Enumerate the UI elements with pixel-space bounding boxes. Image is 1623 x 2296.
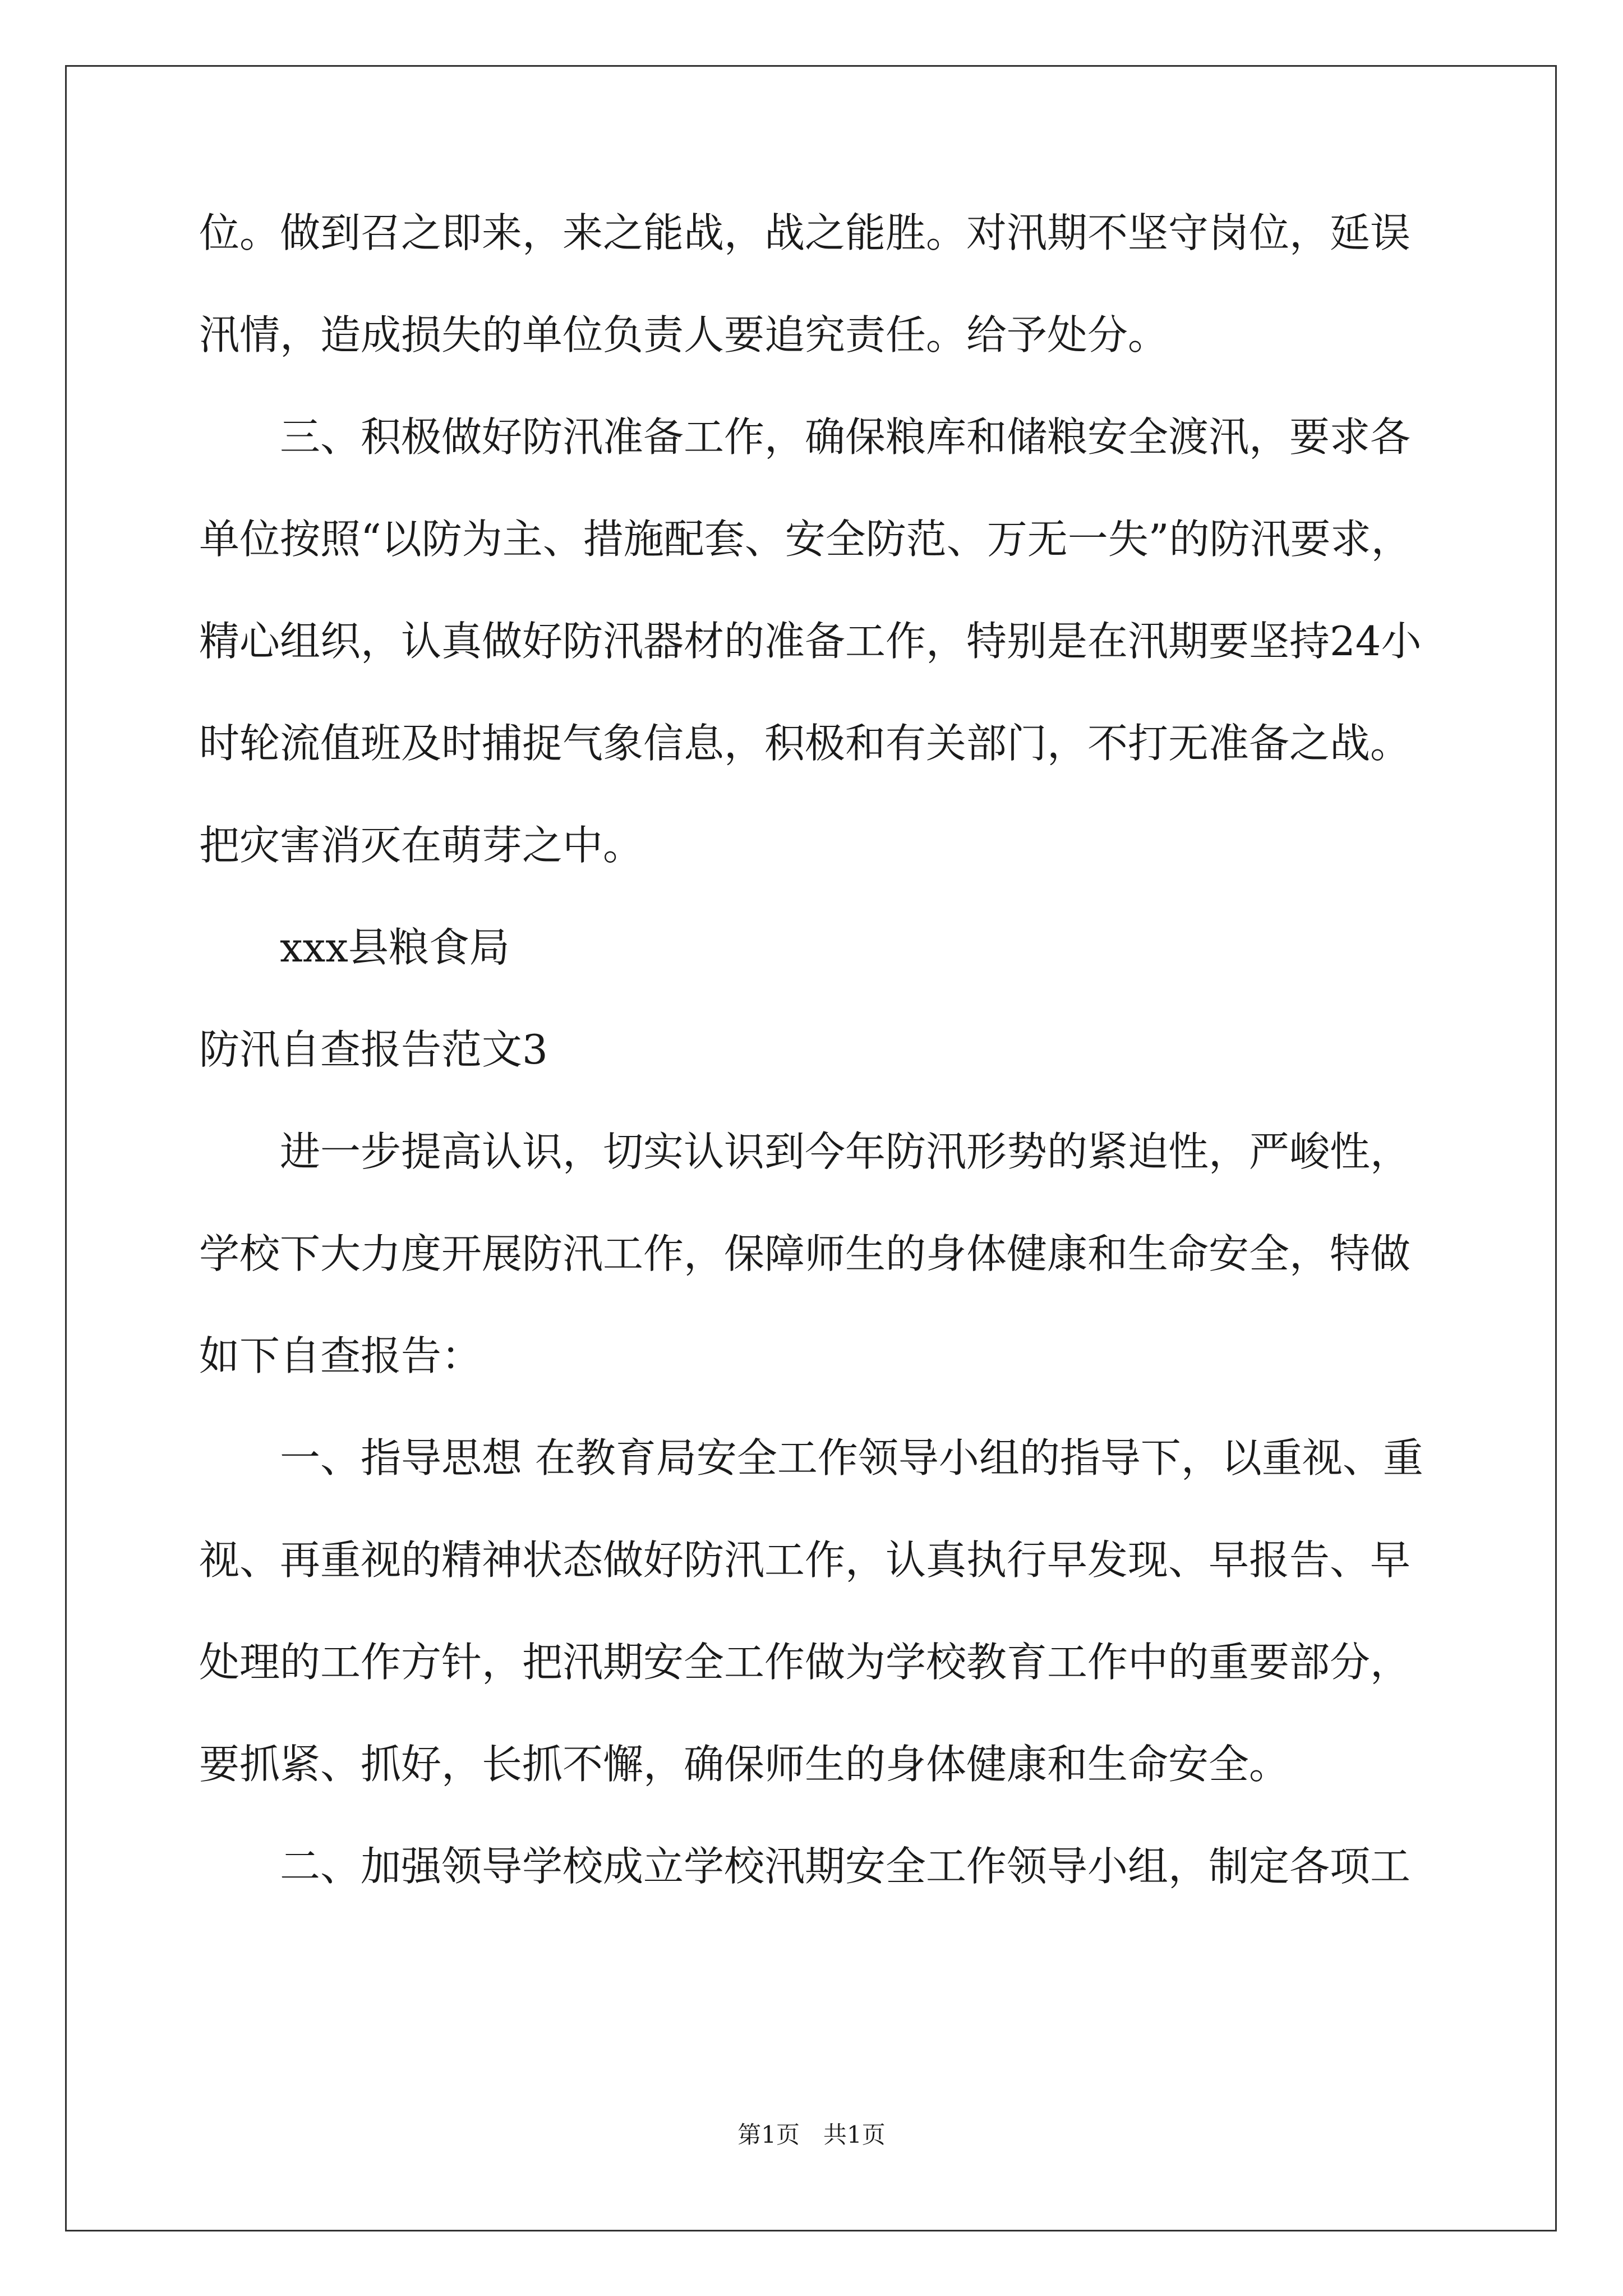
paragraph-line: 视、再重视的精神状态做好防汛工作，认真执行早发现、早报告、早	[199, 1536, 1411, 1584]
paragraph-line: 一、指导思想 在教育局安全工作领导小组的指导下，以重视、重	[280, 1434, 1423, 1481]
paragraph-line: 学校下大力度开展防汛工作，保障师生的身体健康和生命安全，特做	[199, 1230, 1411, 1277]
signature-line: xxx县粮食局	[280, 924, 510, 971]
paragraph-line: 要抓紧、抓好，长抓不懈，确保师生的身体健康和生命安全。	[199, 1741, 1290, 1788]
page-footer: 第1页 共1页	[737, 2121, 886, 2148]
paragraph-line: 时轮流值班及时捕捉气象信息，积极和有关部门，不打无准备之战。	[199, 720, 1411, 767]
paragraph-line: 把灾害消灭在萌芽之中。	[199, 822, 644, 869]
paragraph-line: 位。做到召之即来，来之能战，战之能胜。对汛期不坚守岗位，延误	[199, 209, 1411, 256]
paragraph-line: 进一步提高认识，切实认识到今年防汛形势的紧迫性，严峻性，	[280, 1128, 1411, 1175]
section-title: 防汛自查报告范文3	[199, 1026, 548, 1073]
paragraph-line: 单位按照“以防为主、措施配套、安全防范、万无一失”的防汛要求，	[199, 516, 1412, 563]
document-body	[199, 208, 1461, 1892]
paragraph-line: 如下自查报告：	[199, 1332, 482, 1379]
paragraph-line: 处理的工作方针，把汛期安全工作做为学校教育工作中的重要部分，	[199, 1639, 1411, 1686]
paragraph-line: 三、积极做好防汛准备工作，确保粮库和储粮安全渡汛，要求各	[280, 413, 1411, 461]
paragraph-line: 汛情，造成损失的单位负责人要追究责任。给予处分。	[199, 311, 1169, 358]
paragraph-line: 二、加强领导学校成立学校汛期安全工作领导小组，制定各项工	[280, 1843, 1411, 1890]
paragraph-line: 精心组织，认真做好防汛器材的准备工作，特别是在汛期要坚持24小	[199, 618, 1422, 665]
